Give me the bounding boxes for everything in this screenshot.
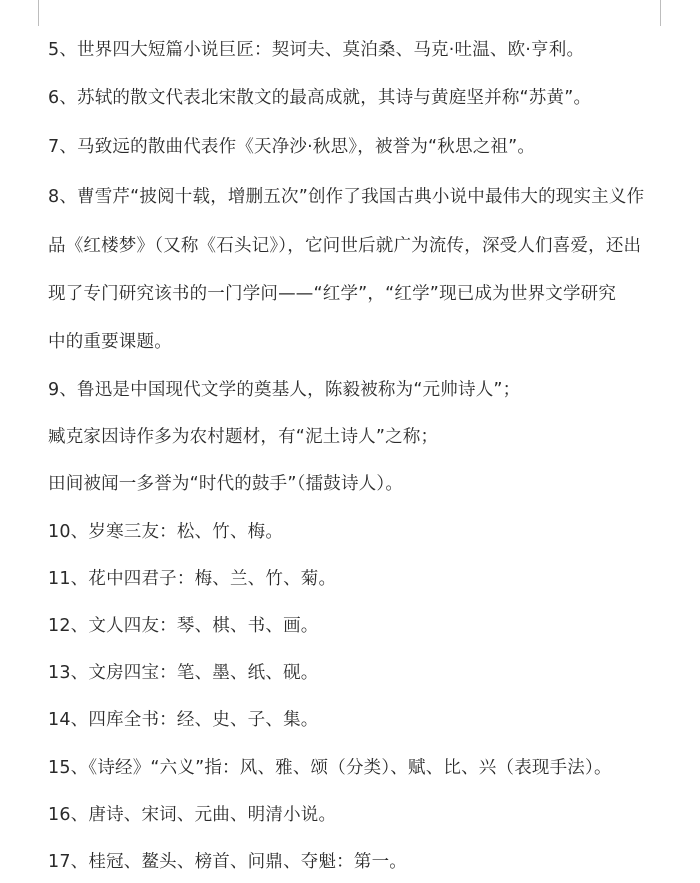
text-line-item-8-part-3: 现了专门研究该书的一门学问——“红学”，“红学”现已成为世界文学研究 bbox=[48, 284, 617, 304]
text-line-item-9-part-2: 臧克家因诗作多为农村题材，有“泥土诗人”之称； bbox=[48, 427, 439, 447]
text-line-item-8-part-1: 8、曹雪芹“披阅十载，增删五次”创作了我国古典小说中最伟大的现实主义作 bbox=[48, 187, 645, 207]
text-line-item-8-part-4: 中的重要课题。 bbox=[48, 332, 172, 352]
text-line-item-6: 6、苏轼的散文代表北宋散文的最高成就，其诗与黄庭坚并称“苏黄”。 bbox=[48, 88, 592, 108]
text-line-item-7: 7、马致远的散曲代表作《天净沙·秋思》，被誉为“秋思之祖”。 bbox=[48, 137, 536, 157]
text-line-item-9-part-3: 田间被闻一多誉为“时代的鼓手”（擂鼓诗人）。 bbox=[48, 474, 404, 494]
text-line-item-16: 16、唐诗、宋词、元曲、明清小说。 bbox=[48, 805, 337, 825]
text-line-item-10: 10、岁寒三友：松、竹、梅。 bbox=[48, 522, 284, 542]
text-line-item-15: 15、《诗经》“六义”指：风、雅、颂（分类）、赋、比、兴（表现手法）。 bbox=[48, 758, 612, 778]
page-corner-mark-left bbox=[38, 0, 39, 26]
text-line-item-14: 14、四库全书：经、史、子、集。 bbox=[48, 710, 319, 730]
text-line-item-12: 12、文人四友：琴、棋、书、画。 bbox=[48, 616, 319, 636]
text-line-item-5: 5、世界四大短篇小说巨匠：契诃夫、莫泊桑、马克·吐温、欧·亨利。 bbox=[48, 40, 585, 60]
text-line-item-17: 17、桂冠、鳌头、榜首、问鼎、夺魁：第一。 bbox=[48, 852, 407, 872]
page-corner-mark-right bbox=[660, 0, 661, 26]
text-line-item-13: 13、文房四宝：笔、墨、纸、砚。 bbox=[48, 663, 319, 683]
text-line-item-8-part-2: 品《红楼梦》（又称《石头记》），它问世后就广为流传，深受人们喜爱，还出 bbox=[48, 236, 642, 256]
text-line-item-9-part-1: 9、鲁迅是中国现代文学的奠基人，陈毅被称为“元帅诗人”； bbox=[48, 380, 521, 400]
text-line-item-11: 11、花中四君子：梅、兰、竹、菊。 bbox=[48, 569, 337, 589]
